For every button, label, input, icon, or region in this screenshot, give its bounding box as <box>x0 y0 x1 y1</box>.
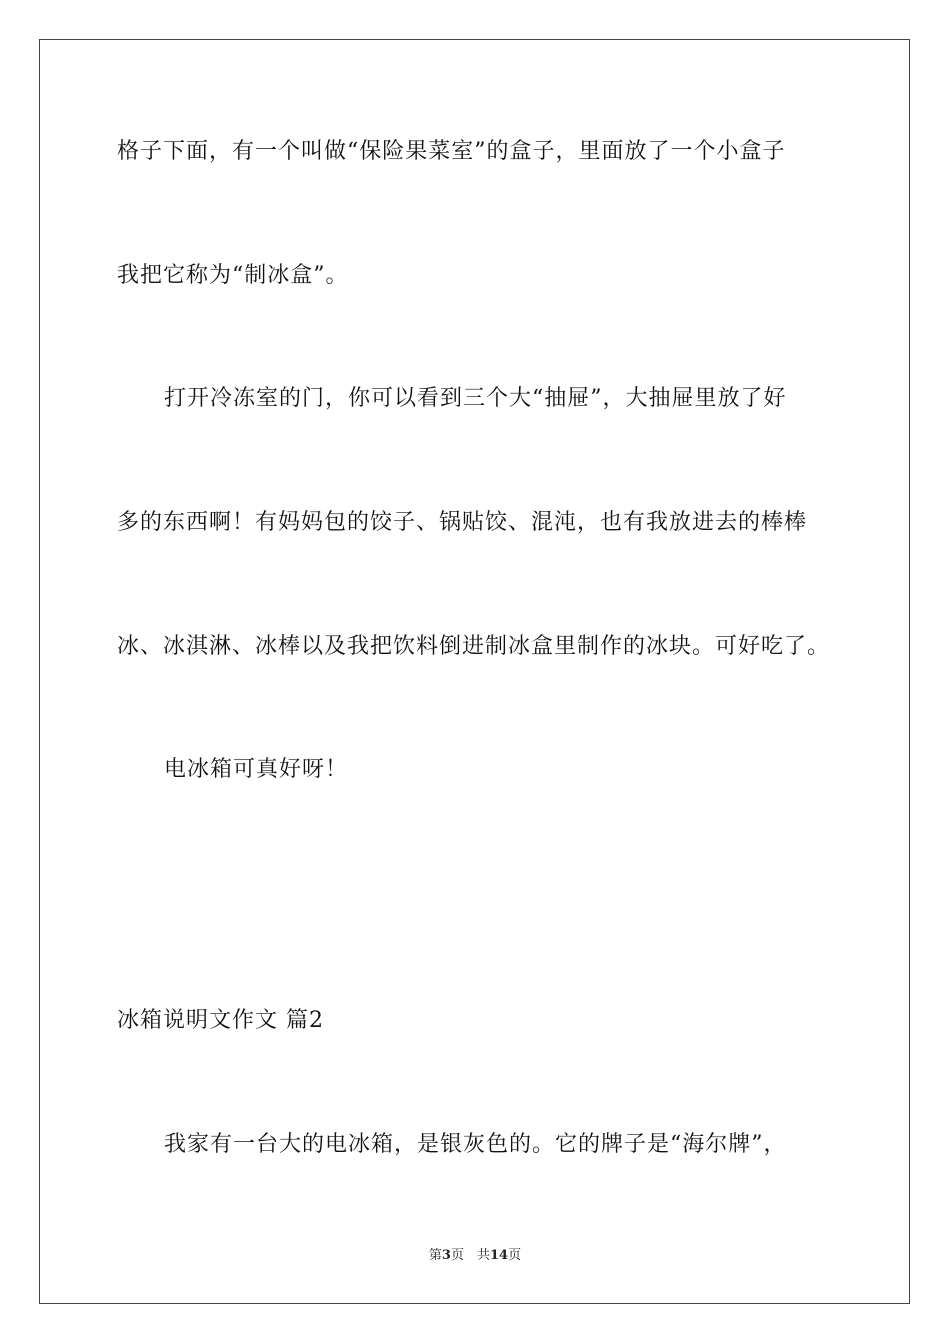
page-border <box>39 39 910 1304</box>
text-line-3: 打开冷冻室的门，你可以看到三个大“抽屉”，大抽屉里放了好 <box>164 386 787 411</box>
footer-total-pages: 14 <box>489 1248 509 1263</box>
section-heading: 冰箱说明文作文 篇2 <box>117 1008 324 1033</box>
text-line-8: 我家有一台大的电冰箱，是银灰色的。它的牌子是“海尔牌”， <box>164 1132 787 1157</box>
footer-mid: 页 共 <box>450 1248 490 1263</box>
text-line-6: 电冰箱可真好呀！ <box>164 757 349 782</box>
page-footer <box>0 1247 950 1265</box>
text-line-5: 冰、冰淇淋、冰棒以及我把饮料倒进制冰盒里制作的冰块。可好吃了。 <box>117 634 831 659</box>
text-line-1: 格子下面，有一个叫做“保险果菜室”的盒子，里面放了一个小盒子 <box>117 139 786 164</box>
footer-current-page: 3 <box>441 1248 451 1263</box>
text-line-4: 多的东西啊！有妈妈包的饺子、锅贴饺、混沌，也有我放进去的棒棒 <box>117 510 808 535</box>
footer-prefix: 第 <box>428 1248 442 1263</box>
footer-suffix: 页 <box>508 1248 522 1263</box>
text-line-2: 我把它称为“制冰盒”。 <box>117 263 349 288</box>
